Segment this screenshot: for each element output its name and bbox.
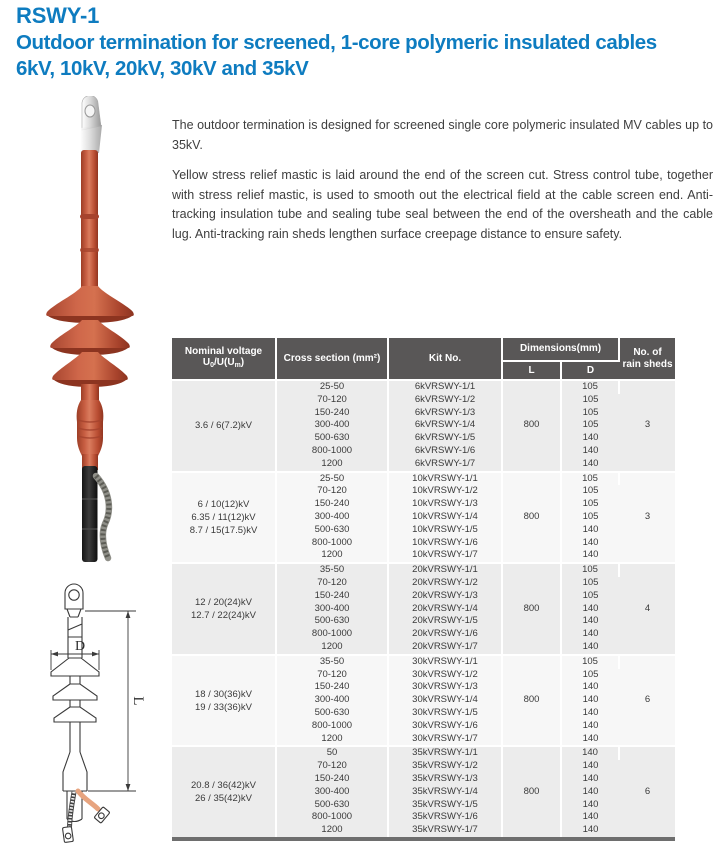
cross-section-cell: 500-630: [276, 707, 388, 720]
nominal-voltage-cell: [172, 380, 276, 472]
dimension-d-cell: 140: [561, 786, 619, 799]
kit-no-cell: 10kVRSWY-1/3: [388, 498, 502, 511]
kit-no-cell: 20kVRSWY-1/3: [388, 590, 502, 603]
termination-photo-image: [18, 96, 170, 570]
table-row: [172, 746, 675, 760]
cross-section-cell: 150-240: [276, 773, 388, 786]
dimension-d-cell: 140: [561, 733, 619, 747]
dimension-d-cell: 105: [561, 590, 619, 603]
dimension-d-cell: 140: [561, 603, 619, 616]
dimension-d-cell: 105: [561, 407, 619, 420]
rain-sheds-cell: 3: [619, 472, 675, 564]
kit-no-cell: 30kVRSWY-1/2: [388, 669, 502, 682]
copper-wire: [78, 791, 98, 809]
voltage-line: 19 / 33(36)kV: [194, 701, 253, 713]
cross-section-cell: 300-400: [276, 511, 388, 524]
voltage-group-1: [172, 472, 675, 564]
title-block: [16, 2, 716, 82]
kit-no-cell: 35kVRSWY-1/1: [388, 746, 502, 760]
kit-no-cell: 20kVRSWY-1/5: [388, 615, 502, 628]
cross-section-cell: 70-120: [276, 760, 388, 773]
voltage-line: 8.7 / 15(17.5)kV: [189, 524, 258, 536]
dimension-d-cell: 140: [561, 720, 619, 733]
voltage-group-4: [172, 746, 675, 839]
voltage-line: 18 / 30(36)kV: [194, 688, 253, 700]
voltage-line: 20.8 / 36(42)kV: [191, 780, 256, 792]
rain-sheds-cell: 4: [619, 563, 675, 655]
description-paragraph-2: Yellow stress relief mastic is laid around the end of the screen cut. Stress control tube, together with stress relief mastic, is used to smooth out the electrical field at the cable screen end. Anti-tracking insulation tube and sealing tube seal between the end of the oversheath and the cable lug. Anti-tracking rain sheds lengthen surface creepage distance to ensure safety.: [172, 168, 713, 241]
dimension-d-cell: 105: [561, 669, 619, 682]
dimension-d-cell: 105: [561, 577, 619, 590]
cross-section-cell: 800-1000: [276, 811, 388, 824]
cross-section-cell: 1200: [276, 549, 388, 563]
voltage-line: 6 / 10(12)kV: [197, 498, 250, 510]
cross-section-cell: 500-630: [276, 615, 388, 628]
kit-no-cell: 10kVRSWY-1/5: [388, 524, 502, 537]
cross-section-cell: 150-240: [276, 498, 388, 511]
product-photo: [18, 96, 170, 570]
rain-sheds-cell: 3: [619, 380, 675, 472]
kit-no-cell: 10kVRSWY-1/4: [388, 511, 502, 524]
cross-section-cell: 35-50: [276, 563, 388, 577]
cross-section-cell: 300-400: [276, 419, 388, 432]
dimension-d-cell: 140: [561, 681, 619, 694]
dimension-d-cell: 140: [561, 799, 619, 812]
cross-section-cell: 35-50: [276, 655, 388, 669]
dimension-l-cell: 800: [502, 655, 561, 747]
header-nominal-line1: Nominal voltage: [184, 345, 263, 357]
page-title: Outdoor termination for screened, 1-core polymeric insulated cables: [16, 31, 657, 54]
cross-section-cell: 25-50: [276, 472, 388, 486]
page-title-voltages: 6kV, 10kV, 20kV, 30kV and 35kV: [16, 57, 309, 80]
dimension-d-cell: 105: [561, 419, 619, 432]
cross-section-cell: 50: [276, 746, 388, 760]
kit-no-cell: 30kVRSWY-1/5: [388, 707, 502, 720]
kit-no-cell: 35kVRSWY-1/6: [388, 811, 502, 824]
dimension-d-cell: 140: [561, 549, 619, 563]
nominal-voltage-cell: [172, 655, 276, 747]
dimension-d-cell: 140: [561, 628, 619, 641]
drawing-lug: [65, 584, 83, 609]
voltage-line: 3.6 / 6(7.2)kV: [194, 420, 253, 432]
cross-section-cell: 1200: [276, 824, 388, 839]
kit-no-cell: 20kVRSWY-1/7: [388, 641, 502, 655]
cross-section-cell: 800-1000: [276, 628, 388, 641]
rain-sheds-cell: 6: [619, 655, 675, 747]
header-dimensions: Dimensions(mm): [502, 338, 619, 361]
kit-no-cell: 6kVRSWY-1/3: [388, 407, 502, 420]
cross-section-cell: 500-630: [276, 799, 388, 812]
header-kit-no: Kit No.: [388, 338, 502, 380]
kit-no-cell: 35kVRSWY-1/2: [388, 760, 502, 773]
dimension-d-cell: 140: [561, 746, 619, 760]
cross-section-cell: 150-240: [276, 407, 388, 420]
kit-no-cell: 20kVRSWY-1/2: [388, 577, 502, 590]
kit-no-cell: 6kVRSWY-1/5: [388, 432, 502, 445]
nominal-voltage-cell: [172, 563, 276, 655]
table-row: [172, 655, 675, 669]
dimension-d-cell: 140: [561, 537, 619, 550]
kit-no-cell: 35kVRSWY-1/5: [388, 799, 502, 812]
kit-no-cell: 10kVRSWY-1/2: [388, 485, 502, 498]
kit-no-cell: 6kVRSWY-1/4: [388, 419, 502, 432]
kit-no-cell: 30kVRSWY-1/7: [388, 733, 502, 747]
dimension-d-cell: 140: [561, 760, 619, 773]
dimension-d-cell: 105: [561, 498, 619, 511]
dimension-d-cell: 140: [561, 458, 619, 472]
nominal-voltage-cell: [172, 472, 276, 564]
cross-section-cell: 150-240: [276, 590, 388, 603]
dimension-l: [85, 611, 136, 791]
dimension-d-cell: 140: [561, 445, 619, 458]
dimension-d-cell: 105: [561, 563, 619, 577]
kit-no-cell: 20kVRSWY-1/1: [388, 563, 502, 577]
dimension-l-cell: 800: [502, 472, 561, 564]
dimension-d-cell: 140: [561, 773, 619, 786]
dimension-d-cell: 105: [561, 380, 619, 394]
cross-section-cell: 25-50: [276, 380, 388, 394]
header-cross-section: Cross section (mm²): [276, 338, 388, 380]
cross-section-cell: 500-630: [276, 524, 388, 537]
kit-no-cell: 35kVRSWY-1/7: [388, 824, 502, 839]
voltage-group-2: [172, 563, 675, 655]
kit-no-cell: 10kVRSWY-1/7: [388, 549, 502, 563]
termination-line-drawing: [10, 580, 170, 850]
cross-section-cell: 1200: [276, 733, 388, 747]
kit-no-cell: 6kVRSWY-1/7: [388, 458, 502, 472]
cross-section-cell: 1200: [276, 458, 388, 472]
anti-tracking-tube: [81, 150, 98, 292]
voltage-line: 12.7 / 22(24)kV: [191, 609, 256, 621]
product-code: RSWY-1: [16, 3, 100, 28]
cross-section-cell: 300-400: [276, 603, 388, 616]
dimension-l-cell: 800: [502, 380, 561, 472]
voltage-line: 12 / 20(24)kV: [194, 596, 253, 608]
dimension-d-cell: 140: [561, 694, 619, 707]
cross-section-cell: 1200: [276, 641, 388, 655]
dimension-l-cell: 800: [502, 563, 561, 655]
table-row: [172, 563, 675, 577]
dimension-d-cell: 105: [561, 394, 619, 407]
dimension-d-cell: 140: [561, 615, 619, 628]
cross-section-cell: 150-240: [276, 681, 388, 694]
table-row: [172, 472, 675, 486]
kit-no-cell: 10kVRSWY-1/1: [388, 472, 502, 486]
header-dim-d: D: [561, 361, 619, 380]
header-rain-sheds: No. of rain sheds: [619, 338, 675, 380]
kit-no-cell: 10kVRSWY-1/6: [388, 537, 502, 550]
kit-no-cell: 35kVRSWY-1/3: [388, 773, 502, 786]
kit-no-cell: 35kVRSWY-1/4: [388, 786, 502, 799]
dimension-d-cell: 140: [561, 432, 619, 445]
description-paragraph-1: The outdoor termination is designed for screened single core polymeric insulated MV cables up to 35kV.: [172, 118, 713, 152]
dimension-d-cell: 140: [561, 641, 619, 655]
cross-section-cell: 800-1000: [276, 537, 388, 550]
dimension-l-cell: 800: [502, 746, 561, 839]
stress-control-area: [77, 400, 104, 456]
kit-no-cell: 30kVRSWY-1/6: [388, 720, 502, 733]
dimension-d-cell: 105: [561, 655, 619, 669]
kit-no-cell: 6kVRSWY-1/1: [388, 380, 502, 394]
dimension-d-cell: 105: [561, 511, 619, 524]
header-nominal-line2: $U_0/U(U_m)$: [202, 357, 245, 369]
kit-no-cell: 30kVRSWY-1/1: [388, 655, 502, 669]
dim-l-label: L: [130, 696, 146, 706]
dimension-d-cell: 105: [561, 472, 619, 486]
voltage-line: 26 / 35(42)kV: [194, 793, 253, 805]
table-row: [172, 380, 675, 394]
cross-section-cell: 300-400: [276, 694, 388, 707]
kit-no-cell: 6kVRSWY-1/2: [388, 394, 502, 407]
cable-jacket: [82, 466, 98, 562]
spec-table-wrap: [172, 338, 675, 841]
cross-section-cell: 70-120: [276, 669, 388, 682]
dimension-d-cell: 140: [561, 524, 619, 537]
cross-section-cell: 70-120: [276, 394, 388, 407]
cross-section-cell: 300-400: [276, 786, 388, 799]
cross-section-cell: 500-630: [276, 432, 388, 445]
kit-no-cell: 30kVRSWY-1/4: [388, 694, 502, 707]
dim-d-label: D: [74, 639, 86, 654]
cross-section-cell: 70-120: [276, 577, 388, 590]
cross-section-cell: 70-120: [276, 485, 388, 498]
kit-no-cell: 20kVRSWY-1/6: [388, 628, 502, 641]
dimension-d-cell: 140: [561, 811, 619, 824]
rain-sheds-cell: 6: [619, 746, 675, 839]
cross-section-cell: 800-1000: [276, 720, 388, 733]
header-nominal-voltage: [172, 338, 276, 380]
table-header: [172, 338, 675, 380]
voltage-line: 6.35 / 11(12)kV: [191, 511, 256, 523]
kit-no-cell: 20kVRSWY-1/4: [388, 603, 502, 616]
cross-section-cell: 800-1000: [276, 445, 388, 458]
voltage-group-3: [172, 655, 675, 747]
kit-no-cell: 30kVRSWY-1/3: [388, 681, 502, 694]
dimension-d-cell: 140: [561, 707, 619, 720]
kit-no-cell: 6kVRSWY-1/6: [388, 445, 502, 458]
dimension-d-cell: 140: [561, 824, 619, 839]
dimension-drawing: [10, 580, 170, 850]
nominal-voltage-cell: [172, 746, 276, 839]
voltage-group-0: [172, 380, 675, 472]
header-dim-l: L: [502, 361, 561, 380]
dimension-d-cell: 105: [561, 485, 619, 498]
rain-sheds: [46, 286, 134, 387]
description: [172, 116, 713, 255]
spec-table: [172, 338, 675, 841]
